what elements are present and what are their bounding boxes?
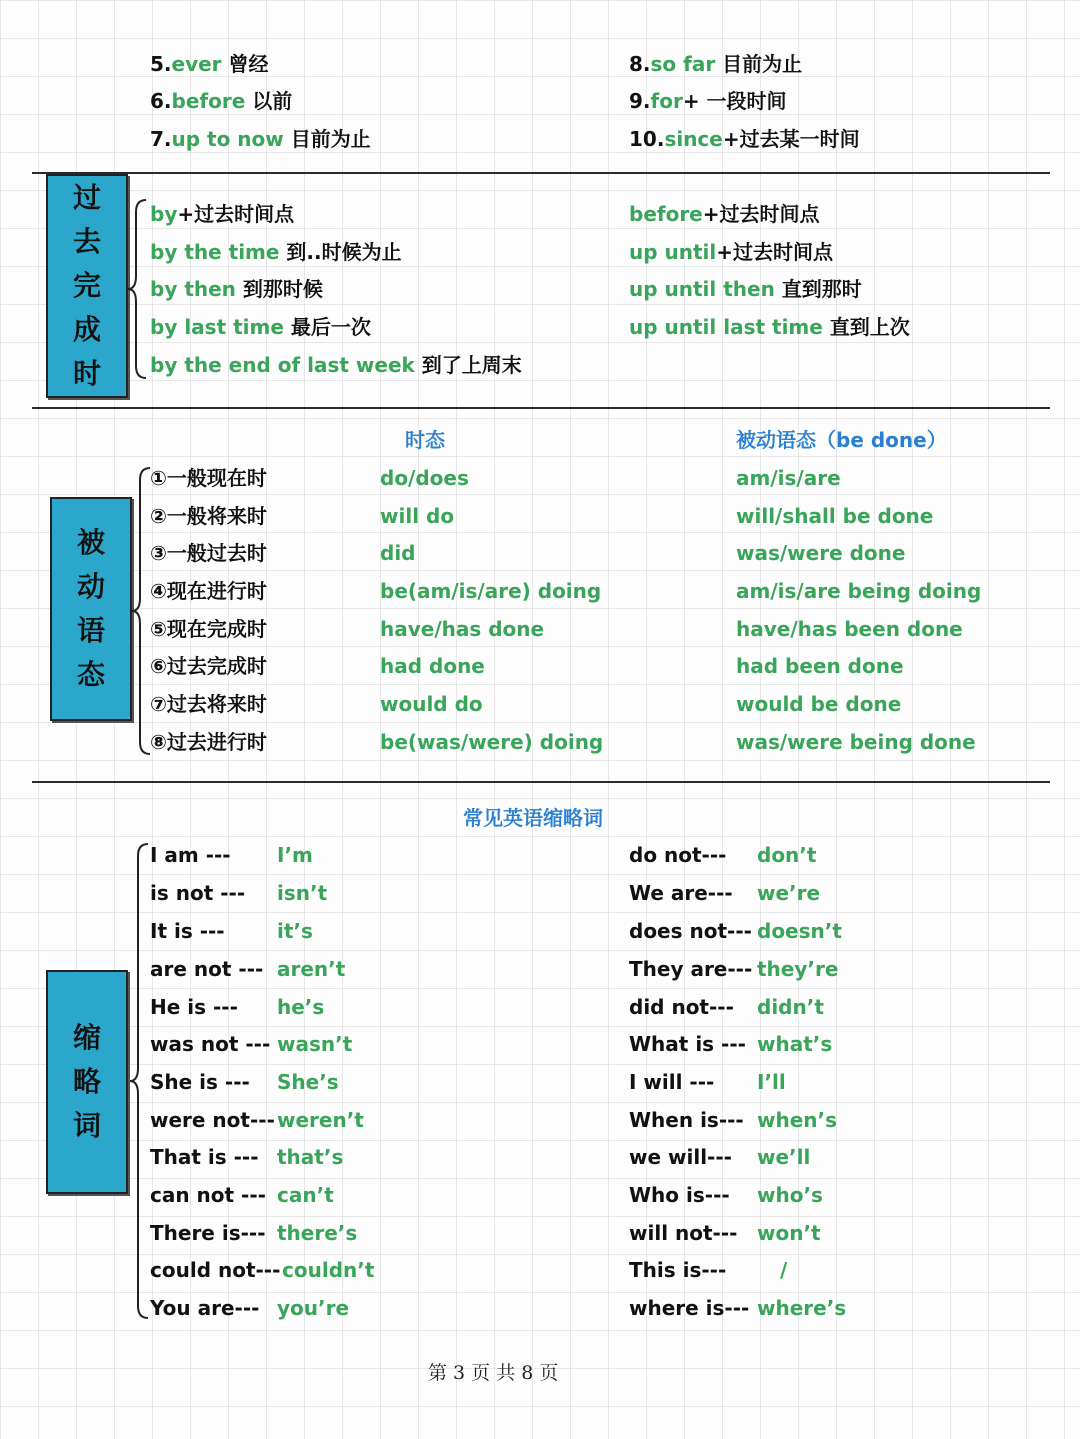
contraction-full: were not--- — [150, 1108, 275, 1132]
top-list-item: 7.up to now 目前为止 — [150, 127, 371, 151]
tense-name: ⑦过去将来时 — [150, 692, 267, 716]
past-perfect-item: by last time 最后一次 — [150, 315, 371, 339]
contraction-full: We are--- — [629, 881, 733, 905]
contraction-full: was not --- — [150, 1032, 271, 1056]
tense-form: be(am/is/are) doing — [380, 579, 602, 603]
section-divider — [32, 172, 1050, 174]
contraction-short: can’t — [277, 1183, 334, 1207]
contraction-short: he’s — [277, 995, 325, 1019]
contraction-full: Who is--- — [629, 1183, 730, 1207]
contraction-short: weren’t — [277, 1108, 364, 1132]
contraction-full: are not --- — [150, 957, 264, 981]
brace-icon — [126, 842, 150, 1320]
contraction-short: wasn’t — [277, 1032, 353, 1056]
passive-form: am/is/are being doing — [736, 579, 982, 603]
contraction-short: don’t — [757, 843, 817, 867]
contraction-full: does not--- — [629, 919, 752, 943]
contraction-short: She’s — [277, 1070, 339, 1094]
contraction-short: won’t — [757, 1221, 821, 1245]
contraction-short: we’ll — [757, 1145, 811, 1169]
tense-form: would do — [380, 692, 483, 716]
contraction-short: we’re — [757, 881, 821, 905]
past-perfect-item: by then 到那时候 — [150, 277, 323, 301]
contraction-full: I will --- — [629, 1070, 715, 1094]
contraction-short: couldn’t — [282, 1258, 375, 1282]
contraction-short: it’s — [277, 919, 313, 943]
contraction-full: will not--- — [629, 1221, 738, 1245]
tense-name: ④现在进行时 — [150, 579, 267, 603]
past-perfect-item: by+过去时间点 — [150, 202, 295, 226]
tense-form: did — [380, 541, 416, 565]
contraction-full: could not--- — [150, 1258, 281, 1282]
contraction-full: is not --- — [150, 881, 246, 905]
contraction-short: aren’t — [277, 957, 346, 981]
contraction-short: isn’t — [277, 881, 328, 905]
passive-form: had been done — [736, 654, 904, 678]
tense-name: ①一般现在时 — [150, 466, 267, 490]
past-perfect-label: 过 去 完 成 时 — [46, 174, 128, 398]
tense-form: do/does — [380, 466, 469, 490]
contraction-full: I am --- — [150, 843, 231, 867]
passive-form: have/has been done — [736, 617, 963, 641]
passive-form: was/were done — [736, 541, 906, 565]
contraction-full: where is--- — [629, 1296, 750, 1320]
past-perfect-item: by the end of last week 到了上周末 — [150, 353, 522, 377]
passive-voice-label: 被 动 语 态 — [50, 497, 132, 721]
contraction-short: that’s — [277, 1145, 344, 1169]
contraction-full: This is--- — [629, 1258, 727, 1282]
contraction-short: when’s — [757, 1108, 838, 1132]
top-list-item: 8.so far 目前为止 — [629, 52, 803, 76]
contraction-full: She is --- — [150, 1070, 250, 1094]
contraction-short: didn’t — [757, 995, 824, 1019]
top-list-item: 6.before 以前 — [150, 89, 293, 113]
brace-icon — [128, 466, 152, 756]
contraction-full: It is --- — [150, 919, 225, 943]
brace-icon — [124, 198, 150, 380]
page-number: 第 3 页 共 8 页 — [428, 1362, 559, 1384]
past-perfect-item: up until last time 直到上次 — [629, 315, 910, 339]
passive-form: was/were being done — [736, 730, 976, 754]
tense-form: had done — [380, 654, 485, 678]
contraction-full: When is--- — [629, 1108, 744, 1132]
passive-form: am/is/are — [736, 466, 841, 490]
column-header-passive: 被动语态（be done） — [736, 428, 947, 452]
contraction-short: what’s — [757, 1032, 833, 1056]
top-list-item: 9.for+ 一段时间 — [629, 89, 787, 113]
past-perfect-item: up until+过去时间点 — [629, 240, 834, 264]
top-list-item: 5.ever 曾经 — [150, 52, 269, 76]
contraction-full: did not--- — [629, 995, 734, 1019]
contractions-title: 常见英语缩略词 — [463, 806, 603, 830]
tense-name: ②一般将来时 — [150, 504, 267, 528]
section-divider — [32, 407, 1050, 409]
tense-form: be(was/were) doing — [380, 730, 604, 754]
tense-form: will do — [380, 504, 455, 528]
contraction-full: You are--- — [150, 1296, 260, 1320]
contraction-full: He is --- — [150, 995, 238, 1019]
column-header-tense: 时态 — [405, 428, 445, 452]
past-perfect-item: before+过去时间点 — [629, 202, 820, 226]
contraction-full: do not--- — [629, 843, 727, 867]
contraction-full: There is--- — [150, 1221, 266, 1245]
contraction-full: we will--- — [629, 1145, 732, 1169]
contraction-short: they’re — [757, 957, 839, 981]
tense-name: ③一般过去时 — [150, 541, 267, 565]
tense-name: ⑥过去完成时 — [150, 654, 267, 678]
contraction-short: / — [780, 1258, 788, 1282]
passive-form: will/shall be done — [736, 504, 934, 528]
contraction-short: where’s — [757, 1296, 847, 1320]
contraction-short: you’re — [277, 1296, 350, 1320]
contraction-full: can not --- — [150, 1183, 266, 1207]
contraction-full: What is --- — [629, 1032, 746, 1056]
contraction-full: That is --- — [150, 1145, 259, 1169]
contraction-short: there’s — [277, 1221, 358, 1245]
contraction-short: I’m — [277, 843, 313, 867]
tense-name: ⑧过去进行时 — [150, 730, 267, 754]
contraction-short: I’ll — [757, 1070, 786, 1094]
tense-form: have/has done — [380, 617, 545, 641]
contraction-short: who’s — [757, 1183, 823, 1207]
tense-name: ⑤现在完成时 — [150, 617, 267, 641]
section-divider — [32, 781, 1050, 783]
contraction-full: They are--- — [629, 957, 753, 981]
contraction-short: doesn’t — [757, 919, 842, 943]
past-perfect-item: up until then 直到那时 — [629, 277, 862, 301]
contractions-label: 缩 略 词 — [46, 970, 128, 1194]
passive-form: would be done — [736, 692, 902, 716]
top-list-item: 10.since+过去某一时间 — [629, 127, 860, 151]
past-perfect-item: by the time 到..时候为止 — [150, 240, 402, 264]
